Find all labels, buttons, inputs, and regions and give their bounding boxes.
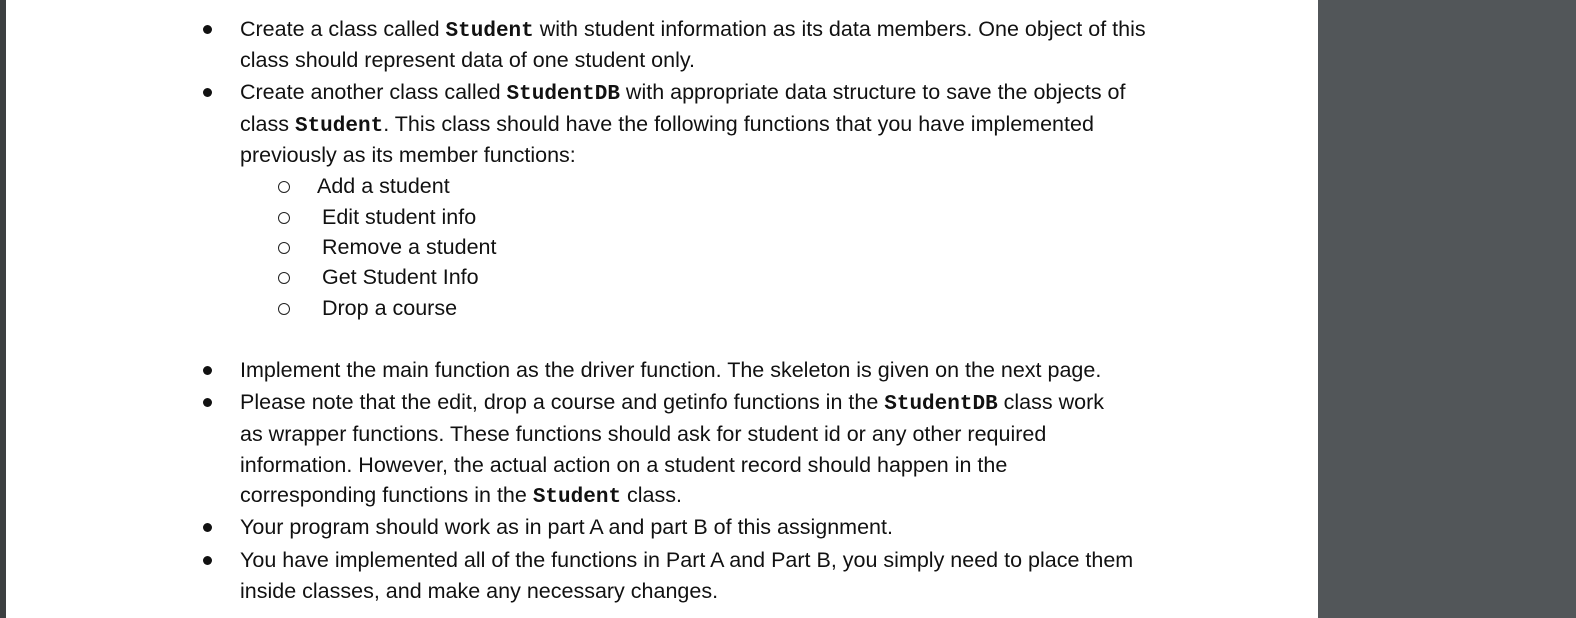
sub-item: Drop a course <box>322 296 458 320</box>
bullet-marker <box>203 556 212 565</box>
bullet-3-line-1: Implement the main function as the driver function. The skeleton is given on the next page. <box>240 358 1102 382</box>
code-student: Student <box>294 115 384 138</box>
bullet-marker <box>203 366 212 375</box>
bullet-marker <box>203 398 212 407</box>
bullet-4-line-1: Please note that the edit, drop a course and getinfo functions in the StudentDB class work <box>240 390 1104 416</box>
bullet-2-line-1: Create another class called StudentDB with appropriate data structure to save the objects of <box>240 80 1126 106</box>
code-studentdb: StudentDB <box>506 83 620 106</box>
bullet-4-line-3: information. However, the actual action on a student record should happen in the <box>240 453 1008 477</box>
code-studentdb: StudentDB <box>884 393 998 416</box>
sub-bullet-marker <box>278 303 290 315</box>
sub-item: Remove a student <box>322 235 497 259</box>
bullet-4-line-2: as wrapper functions. These functions should ask for student id or any other required <box>240 422 1047 446</box>
sub-item: Edit student info <box>322 205 477 229</box>
bullet-6-line-1: You have implemented all of the functions in Part A and Part B, you simply need to place them <box>240 548 1134 572</box>
bullet-2-line-2: class Student. This class should have the following functions that you have implemented <box>240 112 1094 138</box>
bullet-4-line-4: corresponding functions in the Student class. <box>240 483 682 509</box>
bullet-5-line-1: Your program should work as in part A and part B of this assignment. <box>240 515 893 539</box>
viewer-background <box>1318 0 1576 618</box>
sub-item: Get Student Info <box>322 265 479 289</box>
sub-item: Add a student <box>317 174 450 198</box>
bullet-6-line-2: inside classes, and make any necessary changes. <box>240 579 719 603</box>
bullet-1-line-1: Create a class called Student with student information as its data members. One object of this <box>240 17 1146 43</box>
bullet-1-line-2: class should represent data of one student only. <box>240 48 695 72</box>
code-student: Student <box>532 486 622 509</box>
code-student: Student <box>445 20 534 43</box>
bullet-marker <box>203 88 212 97</box>
bullet-marker <box>203 523 212 532</box>
sub-bullet-marker <box>278 212 290 224</box>
sub-bullet-marker <box>278 272 290 284</box>
bullet-2-line-3: previously as its member functions: <box>240 143 576 167</box>
sub-bullet-marker <box>278 181 290 193</box>
bullet-marker <box>203 25 212 34</box>
sub-bullet-marker <box>278 242 290 254</box>
